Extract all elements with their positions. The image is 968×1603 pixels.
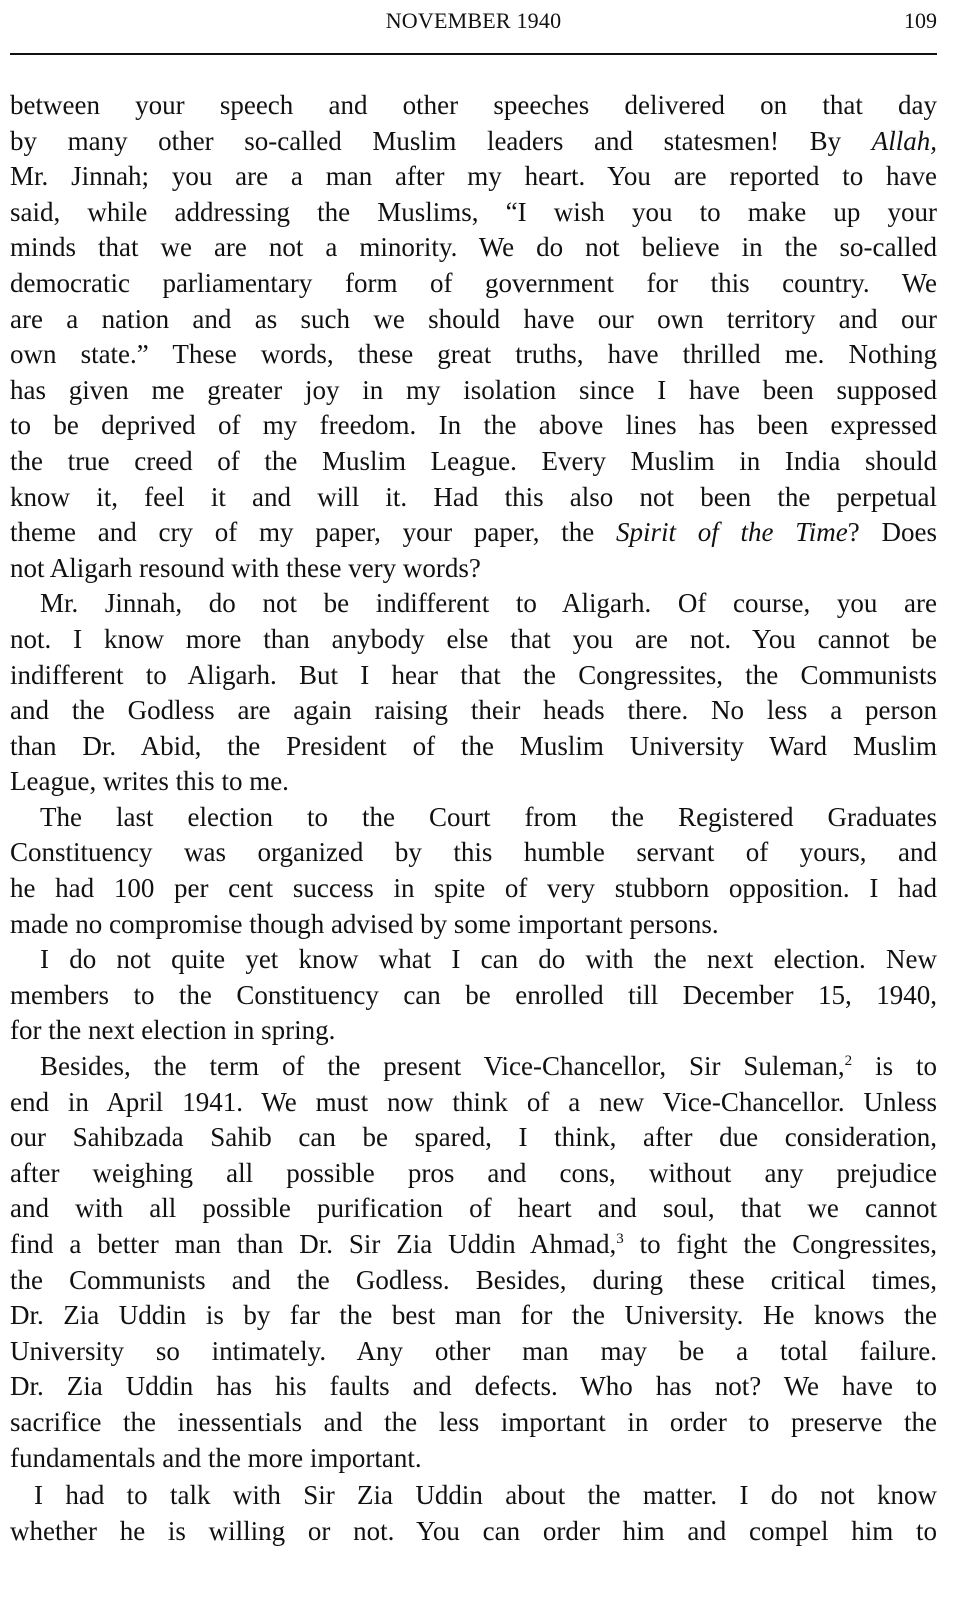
text-line: said, while addressing the Muslims, “I wish you to make up your [10, 196, 937, 227]
footnote-ref: 2 [844, 1053, 853, 1070]
paragraph-5 [10, 1049, 937, 1476]
text-line [10, 1049, 937, 1085]
text-line [10, 515, 937, 551]
text-span: is to [852, 1051, 938, 1082]
text-line: Mr. Jinnah; you are a man after my heart. You are reported to have [10, 161, 937, 192]
paragraph-4 [10, 942, 937, 1049]
text-line: our Sahibzada Sahib can be spared, I think, after due consideration, [10, 1122, 937, 1153]
text-line: after weighing all possible pros and cons, without any prejudice [10, 1157, 937, 1188]
text-line: Dr. Zia Uddin is by far the best man for the University. He knows the [10, 1300, 937, 1331]
text-span: theme and cry of my paper, your paper, the [10, 517, 616, 548]
text-span: by many other so-called Muslim leaders and statesmen! By [10, 125, 872, 156]
text-line: has given me greater joy in my isolation since I have been supposed [10, 374, 937, 405]
text-line: I do not quite yet know what I can do with the next election. New [40, 944, 937, 975]
text-line: for the next election in spring. [10, 1015, 336, 1046]
text-line [10, 124, 937, 160]
running-head [10, 8, 937, 48]
running-title: NOVEMBER 1940 [385, 8, 562, 33]
text-span: to fight the Congressites, [623, 1229, 937, 1259]
page-number: 109 [904, 8, 937, 33]
text-line: know it, feel it and will it. Had this also not been the perpetual [10, 481, 937, 512]
text-line: Mr. Jinnah, do not be indifferent to Aligarh. Of course, you are [40, 588, 937, 619]
text-line: not. I know more than anybody else that you are not. You cannot be [10, 623, 937, 654]
text-line: between your speech and other speeches delivered on that day [10, 90, 937, 120]
text-line: University so intimately. Any other man may be a total failure. [10, 1335, 937, 1366]
text-line [10, 1227, 937, 1263]
paragraph-6 [10, 1478, 937, 1549]
text-line: own state.” These words, these great truths, have thrilled me. Nothing [10, 339, 937, 370]
paragraph-2 [10, 586, 937, 800]
body-text [10, 88, 937, 1549]
header-rule [10, 53, 937, 55]
paragraph-3 [10, 800, 937, 942]
text-line: are a nation and as such we should have our own territory and our [10, 303, 937, 334]
text-line: members to the Constituency can be enrolled till December 15, 1940, [10, 979, 937, 1010]
text-span: Besides, the term of the present Vice-Chancellor, Sir Suleman, [40, 1051, 845, 1082]
text-line: minds that we are not a minority. We do not believe in the so-called [10, 232, 937, 263]
text-line: I had to talk with Sir Zia Uddin about the matter. I do not know [34, 1480, 937, 1511]
text-line: sacrifice the inessentials and the less important in order to preserve the [10, 1406, 937, 1437]
text-line: League, writes this to me. [10, 766, 289, 797]
text-line: and with all possible purification of heart and soul, that we cannot [10, 1193, 937, 1224]
text-line: to be deprived of my freedom. In the above lines has been expressed [10, 410, 937, 441]
text-line: the Communists and the Godless. Besides, during these critical times, [10, 1264, 937, 1295]
text-line: Dr. Zia Uddin has his faults and defects. Who has not? We have to [10, 1371, 937, 1402]
text-line: Constituency was organized by this humble servant of yours, and [10, 837, 937, 868]
text-line: The last election to the Court from the Registered Graduates [40, 801, 937, 832]
paragraph-1 [10, 88, 937, 586]
text-line: not Aligarh resound with these very words? [10, 552, 481, 583]
text-line: fundamentals and the more important. [10, 1442, 422, 1473]
text-line: whether he is willing or not. You can order him and compel him to [10, 1515, 937, 1546]
text-line: and the Godless are again raising their heads there. No less a person [10, 695, 937, 726]
text-span: find a better man than Dr. Sir Zia Uddin Ahmad, [10, 1229, 617, 1259]
text-line: end in April 1941. We must now think of a new Vice-Chancellor. Unless [10, 1086, 937, 1117]
text-line: democratic parliamentary form of government for this country. We [10, 267, 937, 298]
text-line: indifferent to Aligarh. But I hear that the Congressites, the Communists [10, 659, 937, 690]
text-line: than Dr. Abid, the President of the Muslim University Ward Muslim [10, 730, 937, 761]
italic-text: Allah, [871, 125, 937, 156]
text-line: the true creed of the Muslim League. Every Muslim in India should [10, 445, 937, 476]
footnote-ref: 3 [616, 1231, 624, 1247]
italic-text: Spirit of the Time [615, 517, 848, 548]
text-line: made no compromise though advised by some important persons. [10, 908, 719, 939]
text-span: ? Does [847, 517, 937, 548]
text-line: he had 100 per cent success in spite of very stubborn opposition. I had [10, 873, 937, 904]
